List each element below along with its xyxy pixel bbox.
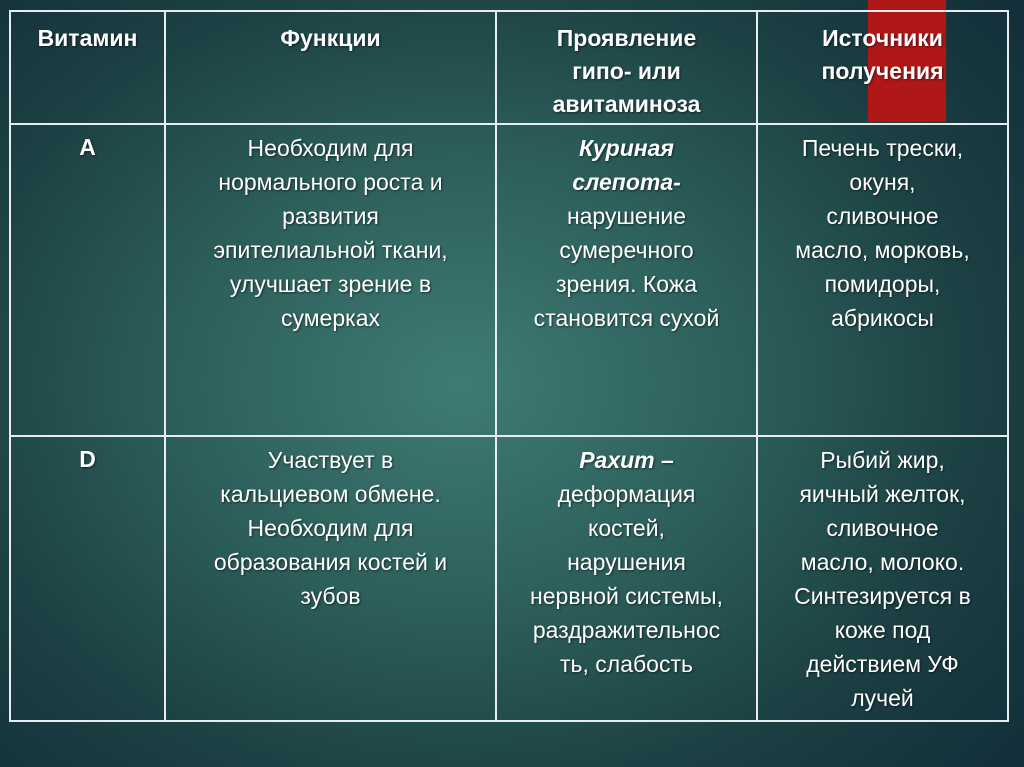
functions-line: улучшает зрение в xyxy=(229,271,432,297)
table-row-vitamin-a xyxy=(10,124,1008,436)
header-vitamin: Витамин xyxy=(10,11,165,124)
table-row-vitamin-d xyxy=(10,436,1008,721)
header-sources xyxy=(757,11,1008,124)
manifestation-cell xyxy=(496,436,757,721)
manifestation-line: ть, слабость xyxy=(560,651,693,677)
manifestation-line: нервной системы, xyxy=(530,583,723,609)
manifestation-line: сумеречного xyxy=(559,237,694,263)
header-manifestation-line: гипо- или xyxy=(572,58,681,84)
functions-cell xyxy=(165,436,496,721)
manifestation-line: костей, xyxy=(588,515,665,541)
functions-line: Необходим для xyxy=(247,135,414,161)
header-sources-line: Источники xyxy=(822,25,943,51)
header-functions: Функции xyxy=(165,11,496,124)
functions-line: Участвует в xyxy=(267,447,394,473)
deficiency-term: Куриная xyxy=(579,135,674,161)
manifestation-line: нарушение xyxy=(566,203,687,229)
functions-line: развития xyxy=(282,203,379,229)
sources-line: Синтезируется в xyxy=(794,583,971,609)
manifestation-line: становится сухой xyxy=(533,305,720,331)
sources-line: масло, морковь, xyxy=(795,237,970,263)
functions-line: эпителиальной ткани, xyxy=(213,237,448,263)
sources-line: действием УФ xyxy=(806,651,959,677)
manifestation-line: деформация xyxy=(557,481,696,507)
functions-line: Необходим для xyxy=(247,515,414,541)
sources-line: Рыбий жир, xyxy=(820,447,945,473)
sources-line: окуня, xyxy=(849,169,916,195)
manifestation-line: зрения. Кожа xyxy=(555,271,698,297)
deficiency-term: слепота- xyxy=(572,169,681,195)
sources-line: сливочное xyxy=(826,203,939,229)
deficiency-term: Рахит – xyxy=(579,447,674,473)
header-row xyxy=(10,11,1008,124)
sources-line: Печень трески, xyxy=(801,135,964,161)
functions-cell xyxy=(165,124,496,436)
sources-cell xyxy=(757,436,1008,721)
vitamin-name-cell: A xyxy=(10,124,165,436)
sources-line: абрикосы xyxy=(831,305,934,331)
sources-line: яичный желток, xyxy=(799,481,966,507)
vitamin-table xyxy=(9,10,1009,722)
header-manifestation-line: авитаминоза xyxy=(552,91,701,117)
sources-line: коже под xyxy=(834,617,931,643)
sources-line: лучей xyxy=(851,685,914,711)
functions-line: зубов xyxy=(300,583,361,609)
manifestation-line: нарушения xyxy=(567,549,686,575)
functions-line: нормального роста и xyxy=(218,169,443,195)
header-manifestation xyxy=(496,11,757,124)
sources-cell xyxy=(757,124,1008,436)
manifestation-cell xyxy=(496,124,757,436)
vitamin-name-cell: D xyxy=(10,436,165,721)
functions-line: сумерках xyxy=(281,305,380,331)
header-manifestation-line: Проявление xyxy=(556,25,697,51)
functions-line: кальциевом обмене. xyxy=(220,481,441,507)
sources-line: сливочное xyxy=(826,515,939,541)
functions-line: образования костей и xyxy=(213,549,448,575)
sources-line: помидоры, xyxy=(824,271,941,297)
header-sources-line: получения xyxy=(821,58,944,84)
sources-line: масло, молоко. xyxy=(800,549,965,575)
manifestation-line: раздражительнос xyxy=(532,617,721,643)
